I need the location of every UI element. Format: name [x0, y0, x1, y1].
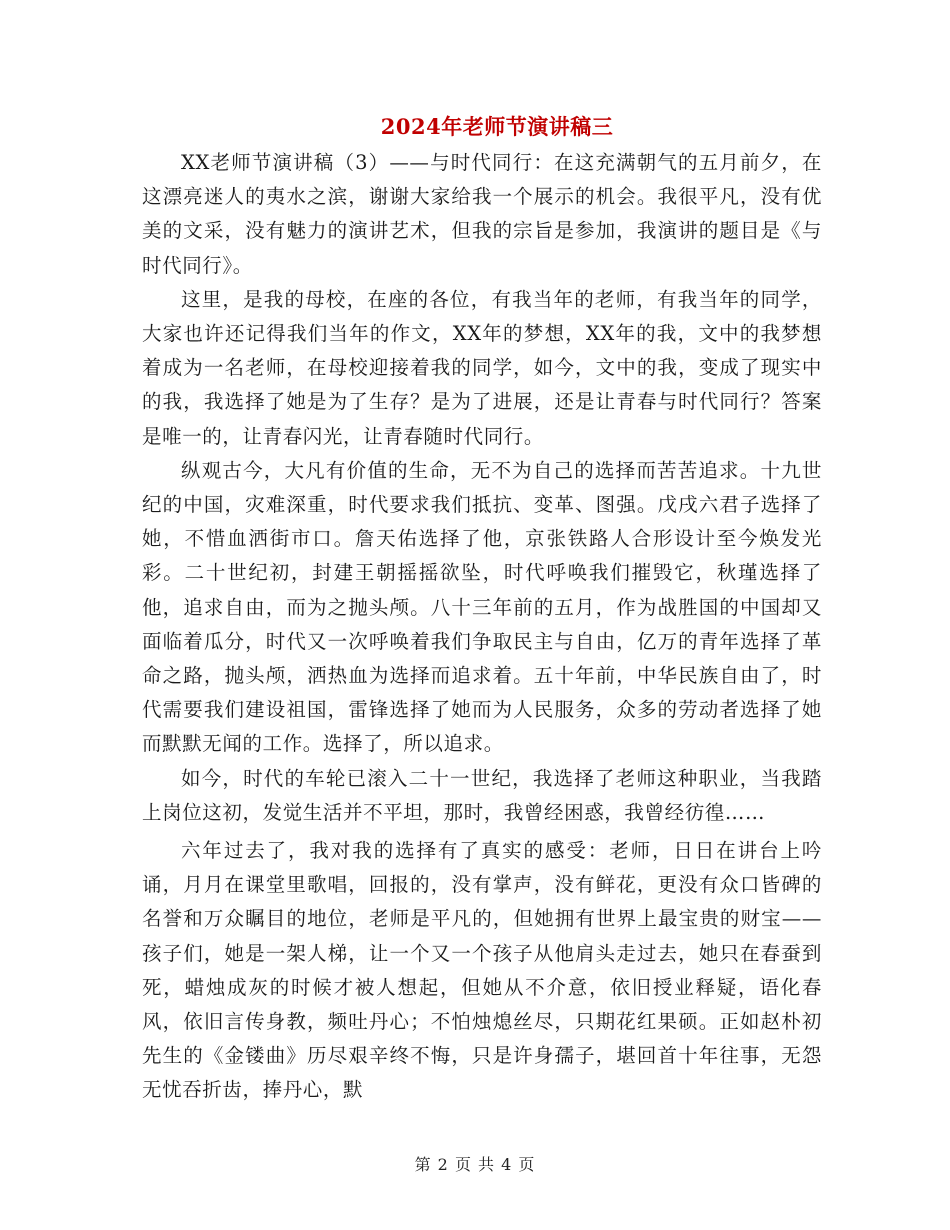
paragraph-1: XX老师节演讲稿（3）——与时代同行：在这充满朝气的五月前夕，在这漂亮迷人的夷水之滨，谢谢大家给我一个展示的机会。我很平凡，没有优美的文采，没有魅力的演讲艺术，但我的宗旨是参加，我演讲的题目是《与时代同行》。	[142, 151, 822, 277]
paragraph-2: 这里，是我的母校，在座的各位，有我当年的老师，有我当年的同学，大家也许还记得我们当年的作文，XX年的梦想，XX年的我，文中的我梦想着成为一名老师，在母校迎接着我的同学，如今，文中的我，变成了现实中的我，我选择了她是为了生存？是为了进展，还是让青春与时代同行？答案是唯一的，让青春闪光，让青春随时代同行。	[142, 287, 822, 448]
document-body	[142, 146, 822, 1108]
paragraph-4: 如今，时代的车轮已滚入二十一世纪，我选择了老师这种职业，当我踏上岗位这初，发觉生活并不平坦，那时，我曾经困惑，我曾经彷徨……	[142, 766, 822, 824]
page-footer: 第 2 页 共 4 页	[414, 1155, 536, 1174]
paragraph-5: 六年过去了，我对我的选择有了真实的感受：老师，日日在讲台上吟诵，月月在课堂里歌唱，回报的，没有掌声，没有鲜花，更没有众口皆碑的名誉和万众瞩目的地位，老师是平凡的，但她拥有世界上最宝贵的财宝——孩子们，她是一架人梯，让一个又一个孩子从他肩头走过去，她只在春蚕到死，蜡烛成灰的时候才被人想起，但她从不介意，依旧授业释疑，语化春风，依旧言传身教，频吐丹心；不怕烛熄丝尽，只期花红果硕。正如赵朴初先生的《金镂曲》历尽艰辛终不悔，只是许身孺子，堪回首十年往事，无怨无忧吞折齿，捧丹心，默	[142, 839, 822, 1102]
document-title: 2024年老师节演讲稿三	[380, 114, 614, 139]
paragraph-3: 纵观古今，大凡有价值的生命，无不为自己的选择而苦苦追求。十九世纪的中国，灾难深重，时代要求我们抵抗、变革、图强。戊戌六君子选择了她，不惜血洒街市口。詹天佑选择了他，京张铁路人合形设计至今焕发光彩。二十世纪初，封建王朝摇摇欲坠，时代呼唤我们摧毁它，秋瑾选择了他，追求自由，而为之抛头颅。八十三年前的五月，作为战胜国的中国却又面临着瓜分，时代又一次呼唤着我们争取民主与自由，亿万的青年选择了革命之路，抛头颅，洒热血为选择而追求着。五十年前，中华民族自由了，时代需要我们建设祖国，雷锋选择了她而为人民服务，众多的劳动者选择了她而默默无闻的工作。选择了，所以追求。	[142, 458, 822, 756]
